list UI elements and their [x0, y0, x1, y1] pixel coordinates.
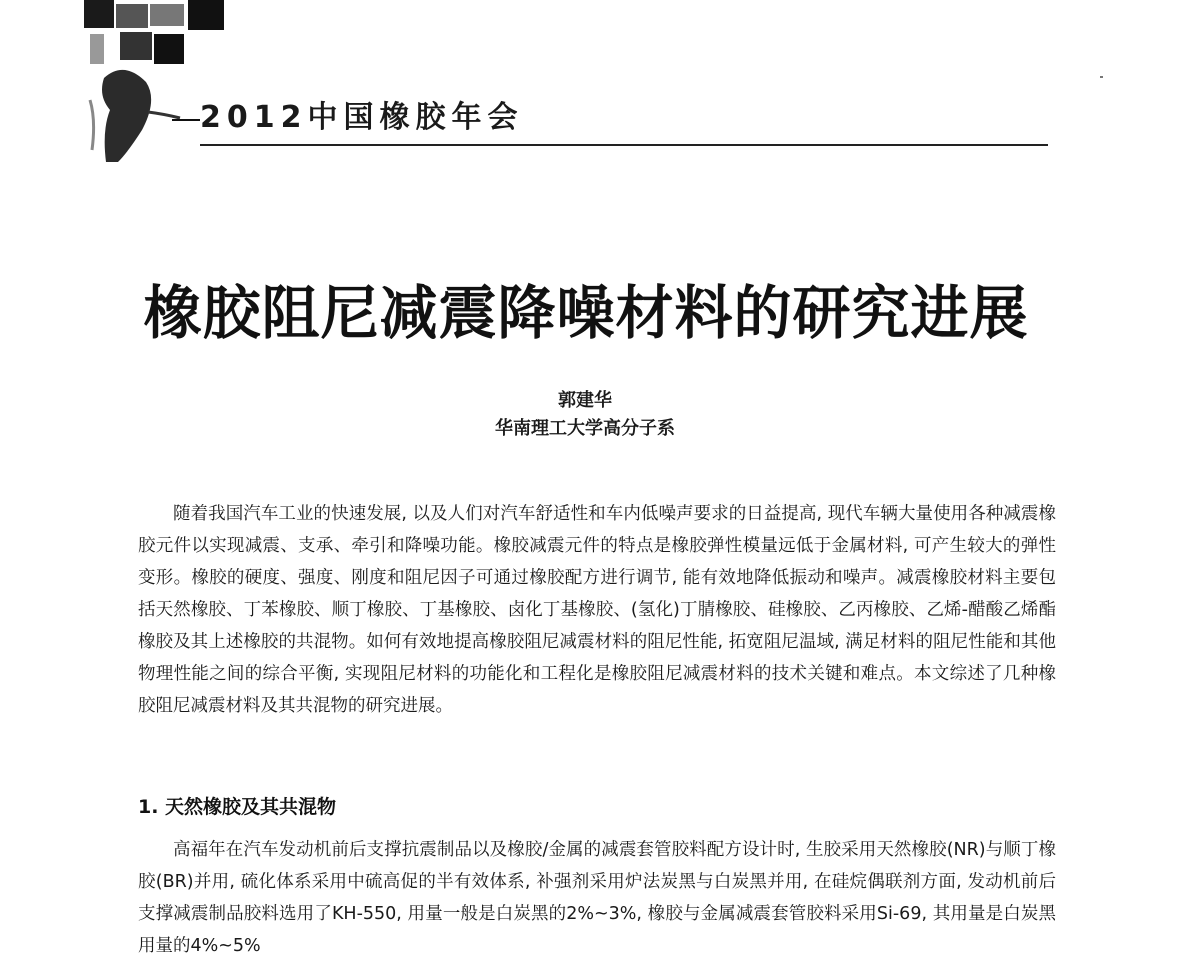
abstract-paragraph: 随着我国汽车工业的快速发展, 以及人们对汽车舒适性和车内低噪声要求的日益提高, 现代车辆大量使用各种减震橡胶元件以实现减震、支承、牵引和降噪功能。橡胶减震元件的特点是橡胶弹性模量远低于金属材料, 可产生较大的弹性变形。橡胶的硬度、强度、刚度和阻尼因子可通过橡胶配方进行调节, 能有效地降低振动和噪声。减震橡胶材料主要包括天然橡胶、丁苯橡胶、顺丁橡胶、丁基橡胶、卤化丁基橡胶、(氢化)丁腈橡胶、硅橡胶、乙丙橡胶、乙烯-醋酸乙烯酯橡胶及其上述橡胶的共混物。如何有效地提高橡胶阻尼减震材料的阻尼性能, 拓宽阻尼温域, 满足材料的阻尼性能和其他物理性能之间的综合平衡, 实现阻尼材料的功能化和工程化是橡胶阻尼减震材料的技术关键和难点。本文综述了几种橡胶阻尼减震材料及其共混物的研究进展。: [138, 504, 1056, 716]
header-divider: [200, 144, 1048, 146]
conference-header-title: 2012中国橡胶年会: [200, 100, 524, 135]
conference-logo-mark: [84, 0, 229, 165]
author-affiliation: 华南理工大学高分子系: [495, 418, 675, 439]
section-1-paragraph: 高福年在汽车发动机前后支撑抗震制品以及橡胶/金属的减震套管胶料配方设计时, 生胶采用天然橡胶(NR)与顺丁橡胶(BR)并用, 硫化体系采用中硫高促的半有效体系, 补强剂采用炉法炭黑与白炭黑并用, 在硅烷偶联剂方面, 发动机前后支撑减震制品胶料选用了KH-550, 用量一般是白炭黑的2%~3%, 橡胶与金属减震套管胶料采用Si-69, 其用量是白炭黑用量的4%~5%: [138, 840, 1056, 956]
author-name: 郭建华: [558, 390, 612, 411]
scan-speck: [1100, 76, 1103, 78]
paper-title: 橡胶阻尼减震降噪材料的研究进展: [143, 279, 1029, 347]
section-1-heading: 1. 天然橡胶及其共混物: [138, 796, 337, 818]
